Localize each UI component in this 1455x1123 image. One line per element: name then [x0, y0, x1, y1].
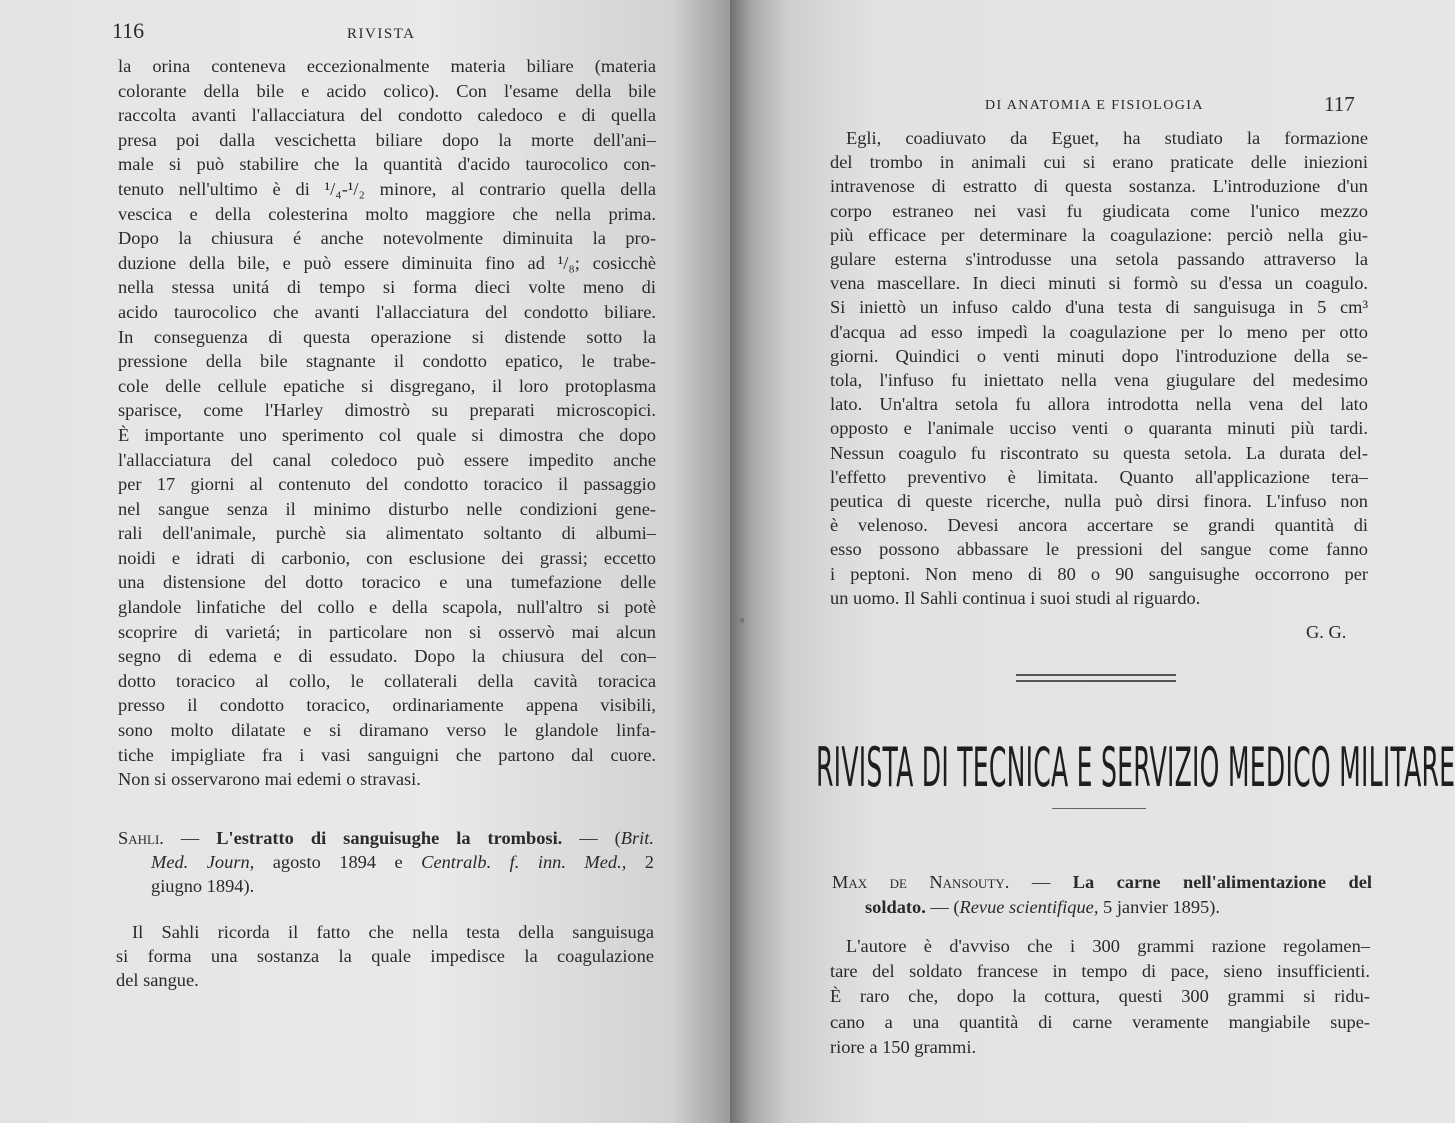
ref-journal: Centralb. f. inn. Med.,: [421, 852, 627, 872]
text-line: un uomo. Il Sahli continua i suoi studi al riguardo.: [830, 587, 1201, 608]
text-line: gulare esterna s'introdusse una setola passando attraverso la: [830, 249, 1368, 270]
right-page: [730, 0, 1455, 1123]
ref-journal: Med. Journ,: [151, 852, 255, 872]
text-line: Nessun coagulo fu riscontrato su questa setola. La durata del-: [830, 442, 1368, 463]
text-line: dotto toracico al collo, le collaterali della cavità toracica: [118, 670, 656, 691]
text-line: segno di edema e di essudato. Dopo la chiusura del con–: [118, 646, 656, 667]
paper-speck: [740, 618, 744, 623]
text-line: corpo estraneo nei vasi fu giudicata come l'unico mezzo: [830, 200, 1368, 221]
author-initials: G. G.: [1306, 622, 1347, 642]
text-line: la orina conteneva eccezionalmente materia biliare (materia: [118, 56, 656, 76]
ref-author: Max de Nansouty.: [832, 872, 1010, 892]
ref-date: giugno 1894).: [151, 876, 255, 896]
text-line: d'acqua ad esso impedì la coagulazione per lo meno per otto: [830, 321, 1368, 342]
text-line: Dopo la chiusura é anche notevolmente diminuita la pro-: [118, 228, 656, 249]
text-line: glandole linfatiche del collo e della scapola, null'altro si potè: [118, 597, 656, 618]
text-line: raccolta avanti l'allacciatura del condotto caledoco e di quella: [118, 105, 656, 126]
ref-journal: Revue scientifique,: [959, 897, 1099, 917]
text-line: giorni. Quindici o venti minuti dopo l'introduzione della se-: [830, 345, 1368, 366]
text-line: tiche impigliate fra i vasi sanguigni che partono dal cuore.: [118, 744, 656, 765]
text-line: vescica e della colesterina molto maggiore che nella prima.: [118, 203, 656, 224]
text-line: nel sangue senza il minimo disturbo nelle condizioni gene-: [118, 498, 656, 519]
text-line: sono molto dilatate e si diramano verso le glandole linfa-: [118, 720, 656, 741]
text-line: si forma una sostanza la quale impedisce la coagulazione: [116, 946, 654, 966]
text-line: del trombo in animali cui si erano praticate delle iniezioni: [830, 152, 1368, 173]
ref-journal: Brit.: [620, 828, 654, 848]
text-line: rali dell'animale, purchè sia alimentato soltanto di albumi–: [118, 523, 656, 544]
text-line: più efficace per determinare la coagulazione: perciò nella giu-: [830, 224, 1368, 245]
text-line: male si può stabilire che la quantità d'acido taurocolico con-: [118, 154, 656, 175]
text-line: Egli, coadiuvato da Eguet, ha studiato la formazione: [846, 128, 1368, 148]
ref-date: 5 janvier 1895).: [1098, 897, 1220, 917]
text-line: è velenoso. Devesi ancora accertare se grandi quantità di: [830, 515, 1368, 536]
text-line: l'allacciatura del canal coledoco può essere impedito anche: [118, 449, 656, 470]
text-line: sparisce, come l'Harley dimostrò su preparati microscopici.: [118, 400, 656, 421]
text-line: colorante della bile e acido colico). Con l'esame della bile: [118, 80, 656, 101]
body-text: [830, 126, 1368, 610]
ref-title: La carne nell'alimentazione del: [1072, 872, 1373, 892]
text-line: lato. Un'altra setola fu allora introdotta nella vena del lato: [830, 394, 1368, 415]
text-line: tenuto nell'ultimo è di ¹/₄-¹/₂ minore, al contrario quella della: [118, 178, 656, 199]
running-head: DI ANATOMIA E FISIOLOGIA: [985, 98, 1204, 113]
text-line: Si iniettò un infuso caldo d'una testa di sanguisuga in 5 cm³: [830, 297, 1368, 318]
text-line: presso il condotto toracico, ordinariamente appena visibili,: [118, 695, 656, 716]
text-line: pressione della bile stagnante il condotto epatico, le trabe-: [118, 351, 656, 372]
section-title: RIVISTA DI TECNICA E SERVIZIO MEDICO MILITARE: [816, 736, 1455, 799]
text-line: tare del soldato francese in tempo di pace, sieno insufficienti.: [830, 961, 1370, 982]
article-body: [830, 934, 1370, 1060]
text-line: Non si osservarono mai edemi o stravasi.: [118, 769, 421, 790]
divider: [1052, 808, 1146, 809]
article-body: [116, 920, 654, 992]
text-line: opposto e l'animale ucciso venti o quaranta minuti più tardi.: [830, 418, 1368, 439]
text-line: Il Sahli ricorda il fatto che nella testa della sanguisuga: [132, 922, 654, 942]
running-head: RIVISTA: [347, 26, 416, 42]
text-line: esso possono abbassare le pressioni del sangue come fanno: [830, 539, 1368, 560]
text-line: È importante uno sperimento col quale si dimostra che dopo: [118, 424, 656, 445]
text-line: cole delle cellule epatiche si disgregano, il loro protoplasma: [118, 375, 656, 396]
ref-author: Sahli.: [118, 828, 164, 848]
text-line: L'autore è d'avviso che i 300 grammi razione regolamen–: [846, 936, 1370, 956]
text-line: noidi e idrati di carbonio, con esclusione dei grassi; eccetto: [118, 547, 656, 568]
text-line: cano a una quantità di carne veramente mangiabile supe-: [830, 1011, 1370, 1032]
article-reference: Max de Nansouty. — La carne nell'alimentazione del soldato. — (Revue scientifique, 5 janvier 1895).: [832, 872, 1373, 917]
text-line: tola, l'infuso fu iniettato nella vena giugulare del medesimo: [830, 370, 1368, 391]
text-line: vena mascellare. In dieci minuti si formò su d'essa un coagulo.: [830, 273, 1368, 294]
text-line: scoprire di varietá; in particolare non si osservò mai alcun: [118, 621, 656, 642]
text-line: In conseguenza di questa operazione si distende sotto la: [118, 326, 656, 347]
text-line: riore a 150 grammi.: [830, 1036, 977, 1057]
divider: [1016, 674, 1176, 676]
text-line: intravenose di estratto di questa sostanza. L'introduzione d'un: [830, 176, 1368, 197]
article-reference: Sahli. — L'estratto di sanguisughe la trombosi. — (Brit. Med. Journ, agosto 1894 e Centralb. f. inn. Med., 2 giugno 1894).: [118, 828, 654, 896]
text-line: È raro che, dopo la cottura, questi 300 grammi si ridu-: [830, 986, 1370, 1007]
ref-title: soldato.: [865, 897, 926, 917]
text-line: nella stessa unitá di tempo si forma dieci volte meno di: [118, 277, 656, 298]
text-line: l'effetto preventivo è limitata. Quanto all'applicazione tera–: [830, 466, 1368, 487]
text-line: acido taurocolico che avanti l'allacciatura del condotto biliare.: [118, 301, 656, 322]
text-line: duzione della bile, e può essere diminuita fino ad ¹/₈; cosicchè: [118, 252, 656, 273]
ref-title: L'estratto di sanguisughe la trombosi.: [216, 828, 563, 848]
body-text: [118, 54, 656, 792]
text-line: peutica di queste ricerche, nulla può dirsi finora. L'infuso non: [830, 491, 1368, 512]
text-line: i peptoni. Non meno di 80 o 90 sanguisughe occorrono per: [830, 563, 1368, 584]
text-line: per 17 giorni al contenuto del condotto toracico il passaggio: [118, 474, 656, 495]
page-number: 117: [1324, 92, 1355, 116]
divider: [1016, 680, 1176, 682]
text-line: una distensione del dotto toracico e una tumefazione delle: [118, 572, 656, 593]
text-line: del sangue.: [116, 970, 199, 990]
text-line: presa poi dalla vescichetta biliare dopo la morte dell'ani–: [118, 129, 656, 150]
page-number: 116: [112, 18, 145, 43]
